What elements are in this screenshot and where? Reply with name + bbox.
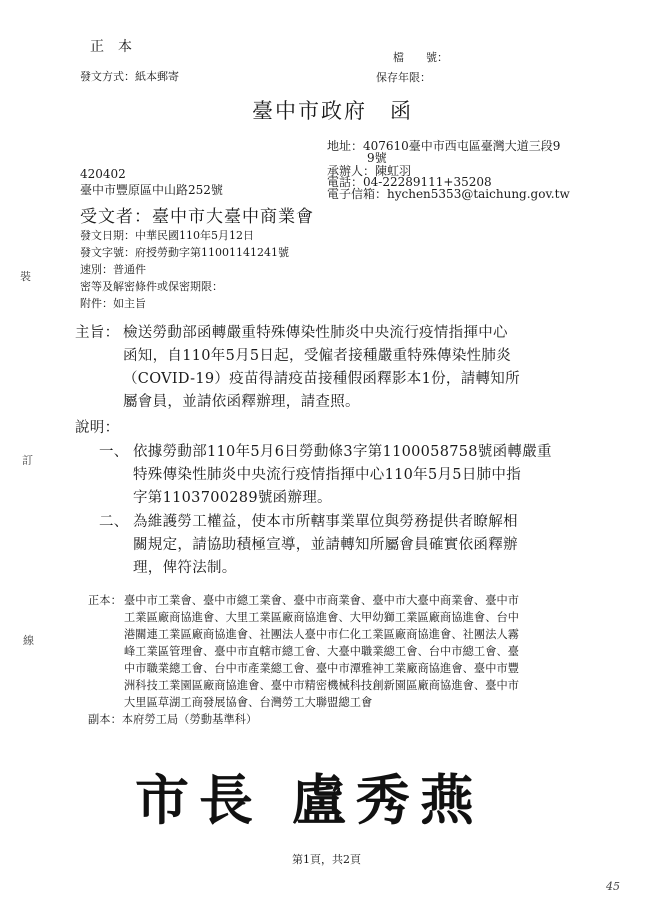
- cc-main-line-1: 臺中市工業會、臺中市總工業會、臺中市商業會、臺中市大臺中商業會、臺中市: [124, 594, 520, 607]
- attachment: 附件：如主旨: [80, 297, 146, 310]
- retention-period-label: 保存年限：: [376, 71, 431, 84]
- explanation-item-2-line-3: 理，俾符法制。: [133, 560, 237, 576]
- explanation-item-2-line-2: 關規定，請協助積極宣導，並請轉知所屬會員確實依函釋辦: [133, 537, 518, 553]
- document-number: 發文字號：府授勞動字第11001141241號: [80, 246, 289, 259]
- file-number-label: 檔 號：: [393, 51, 448, 64]
- explanation-item-2-line-1: 為維護勞工權益，使本市所轄事業單位與勞務提供者瞭解相: [133, 514, 518, 530]
- cc-main-line-7: 大里區草湖工商發展協會、台灣勞工大聯盟總工會: [124, 696, 373, 709]
- cc-main-label: 正本：: [88, 594, 122, 607]
- document-title: 臺中市政府 函: [252, 99, 413, 123]
- cc-main-line-6: 洲科技工業園區廠商協進會、臺中市精密機械科技創新園區廠商協進會、臺中市: [124, 679, 520, 692]
- explanation-label: 說明：: [75, 420, 120, 436]
- subject-label: 主旨：: [75, 325, 120, 341]
- cc-main-line-3: 港關連工業區廠商協進會、社團法人臺中市仁化工業區廠商協進會、社團法人霧: [124, 628, 520, 641]
- binding-mark-middle: 訂: [22, 454, 33, 467]
- mayor-signature: 市長 盧秀燕: [135, 768, 484, 832]
- address-line-1: 地址：407610臺中市西屯區臺灣大道三段9: [327, 139, 561, 153]
- cc-copy: 副本：本府勞工局（勞動基準科）: [88, 713, 258, 726]
- secrecy-level: 密等及解密條件或保密期限：: [80, 280, 223, 293]
- cc-main-line-5: 中市職業總工會、台中市產業總工會、臺中市潭雅神工業廠商協進會、臺中市豐: [124, 662, 520, 675]
- copy-type-label: 正 本: [90, 39, 132, 55]
- cc-main-line-2: 工業區廠商協進會、大里工業區廠商協進會、大甲幼獅工業區廠商協進會、台中: [124, 611, 520, 624]
- subject-line-4: 屬會員，並請依函釋辦理，請查照。: [123, 394, 360, 410]
- explanation-item-2-number: 二、: [99, 514, 129, 530]
- subject-line-2: 函知，自110年5月5日起，受僱者接種嚴重特殊傳染性肺炎: [123, 348, 512, 364]
- explanation-item-1-number: 一、: [99, 444, 129, 460]
- officer-name: 承辦人：陳虹羽: [327, 164, 412, 178]
- subject-line-1: 檢送勞動部函轉嚴重特殊傳染性肺炎中央流行疫情指揮中心: [123, 325, 508, 341]
- speed-class: 速別：普通件: [80, 263, 146, 276]
- address-line-2: 9號: [367, 151, 387, 165]
- binding-mark-bottom: 線: [23, 634, 34, 647]
- cc-main-line-4: 峰工業區管理會、臺中市直轄市總工會、大臺中職業總工會、台中市總工會、臺: [124, 645, 520, 658]
- email-address: 電子信箱：hychen5353@taichung.gov.tw: [327, 187, 570, 201]
- explanation-item-1-line-3: 字第1103700289號函辦理。: [133, 490, 332, 506]
- explanation-item-1-line-1: 依據勞動部110年5月6日勞動條3字第1100058758號函轉嚴重: [133, 444, 552, 460]
- phone-number: 電話：04-22289111+35208: [327, 175, 492, 189]
- recipient-address: 臺中市豐原區中山路252號: [80, 183, 223, 197]
- subject-line-3: （COVID-19）疫苗得請疫苗接種假函釋影本1份，請轉知所: [123, 371, 520, 387]
- issue-date: 發文日期：中華民國110年5月12日: [80, 229, 254, 242]
- explanation-item-1-line-2: 特殊傳染性肺炎中央流行疫情指揮中心110年5月5日肺中指: [133, 467, 522, 483]
- corner-mark: 45: [606, 880, 620, 893]
- page-number: 第1頁，共2頁: [292, 853, 361, 866]
- recipient: 受文者：臺中市大臺中商業會: [80, 207, 314, 227]
- delivery-method: 發文方式：紙本郵寄: [80, 70, 179, 83]
- binding-mark-top: 裝: [20, 270, 31, 283]
- recipient-postcode: 420402: [80, 167, 126, 181]
